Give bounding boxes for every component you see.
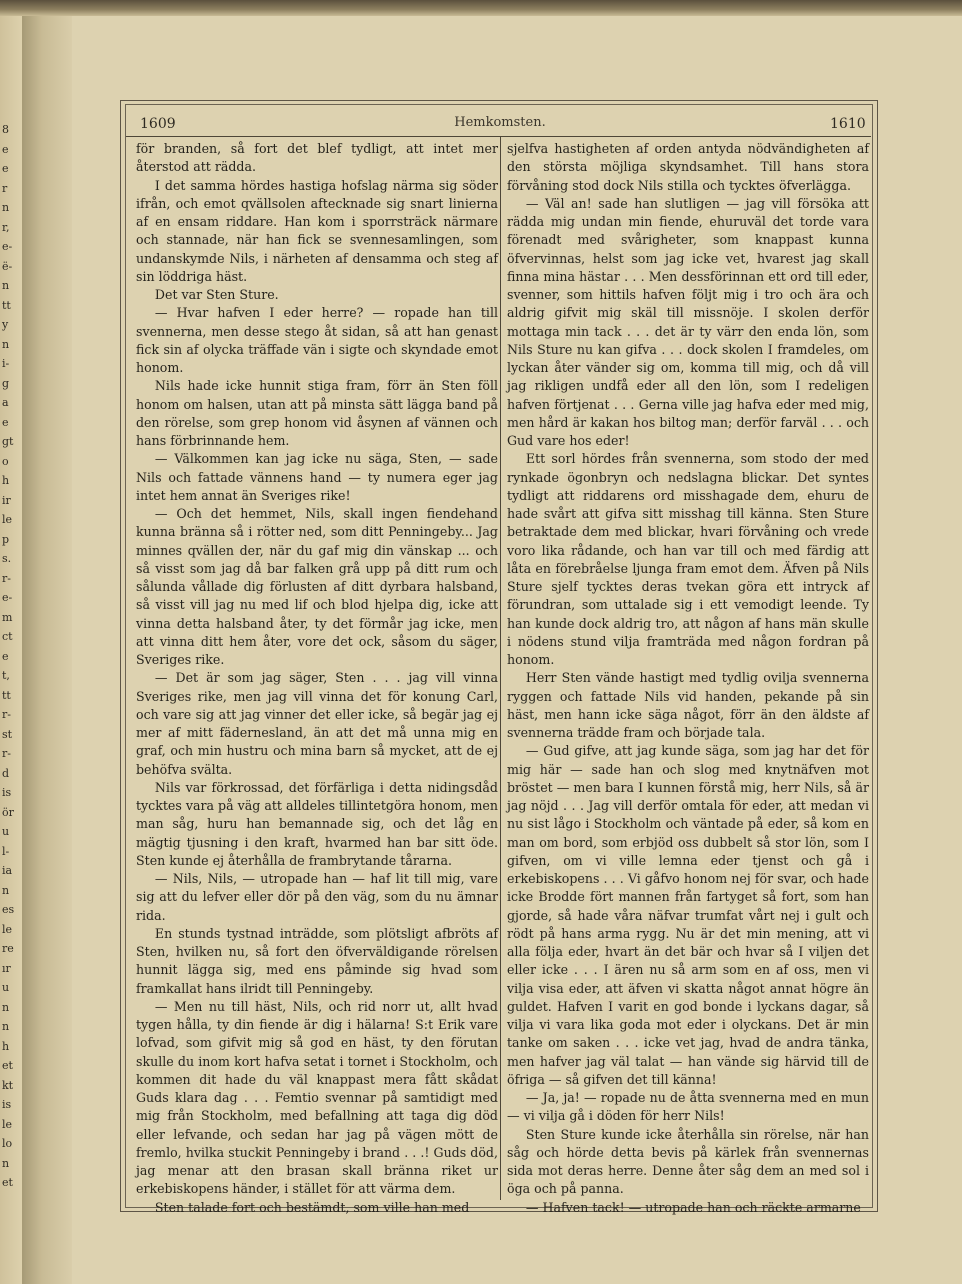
previous-page-fragment: n [2, 279, 10, 292]
previous-page-fragment: s. [2, 552, 12, 565]
previous-page-fragment: n [2, 1020, 10, 1033]
previous-page-fragment: is [2, 1098, 12, 1111]
column-divider [500, 137, 501, 1200]
previous-page-fragment: h [2, 1039, 10, 1053]
previous-page-fragment: ë- [2, 259, 13, 273]
previous-page-fragment: r [2, 181, 8, 195]
previous-page-fragment: gt [2, 435, 14, 448]
paragraph: — Välkommen kan jag icke nu säga, Sten, — sade Nils och fattade vännens hand — ty numera eger jag intet hem annat än Sveriges rike! [136, 451, 498, 503]
right-page-number: 1610 [830, 116, 866, 132]
paragraph: Nils hade icke hunnit stiga fram, förr än Sten föll honom om halsen, utan att på minsta sätt lägga band på den rörelse, som grep honom vid åsynen af vännen och hans förbrinnande hem. [136, 378, 498, 448]
previous-page-fragment: r- [2, 708, 11, 721]
previous-page-fragment: n [2, 883, 10, 897]
previous-page-fragment: lo [2, 1137, 13, 1150]
previous-page-fragment: i- [2, 357, 10, 370]
paragraph: Det var Sten Sture. [154, 287, 279, 302]
previous-page-fragment: et [2, 1176, 13, 1189]
previous-page-fragment: ir [2, 493, 11, 507]
previous-page-fragment: le [2, 1117, 13, 1131]
book-gutter [22, 16, 72, 1284]
previous-page-fragment: ia [2, 864, 13, 877]
paragraph: — Nils, Nils, — utropade han — haf lit till mig, vare sig att du lefver eller dör på den väg, som du nu ämnar rida. [136, 871, 498, 923]
header-rule [126, 136, 871, 137]
previous-page-fragment: tt [2, 298, 11, 312]
previous-page-edge [0, 16, 23, 1284]
running-title: Hemkomsten. [454, 115, 546, 130]
paragraph: — Väl an! sade han slutligen — jag vill försöka att rädda mig undan min fiende, ehuruväl det torde vara förenadt med svårigheter, som knappast kunna öfvervinnas, helst som jag icke vet, hvarest jag skall finna mina hästar . . . Men dessförinnan ett ord till eder, svenner, som hittils hafven följt mig i tro och ära och aldrig gifvit mig skäl till missnöje. I skolen derför mottaga min tack . . . det är ty värr den enda lön, som Nils Sture nu kan gifva . . . dock skolen I framdeles, om lyckan åter vänder sig om, komma till mig, och då vill jag rikligen undfå eder all den lön, som I redeligen hafven förtjenat . . . Gerna ville jag hafva eder med mig, men hård är kakan hos biltog man; derför farväl . . . och Gud vare hos eder! [507, 195, 869, 448]
previous-page-fragment: es [2, 903, 15, 916]
paragraph: — Gud gifve, att jag kunde säga, som jag har det för mig här — sade han och slog med knytnäfven mot bröstet — men bara I kunnen förstå mig, herr Nils, så är jag nöjd . . . Jag vill derför omtala för eder, att medan vi nu sist lågo i Stockholm och väntade på eder, så kom en man om bord, som erbjöd oss dubbelt så stor lön, som I gifven, om vi ville lemna eder tjenst och gå i erkebiskopens . . . Vi gåfvo honom nej för svar, och hade icke Brodde fört mannen från fartyget så fort, som han gjorde, så hade våra näfvar trumfat vårt nej i gult och rödt på hans arma rygg. Nu är det min mening, att vi alla följa eder, hvart än det bär och hvar så I viljen det eller icke . . . I ären nu så arm som en af oss, men vi vilja visa eder, att äfven vi skatta något annat högre än guldet. Hafven I varit en god bonde i lyckans dagar, så vilja vi vara lika goda mot eder i olyckans. Det är min tanke om saken . . . icke vet jag, hvad de andra tänka, men hafver jag väl talat — han vände sig härvid till de öfriga — så gifven det till känna! [507, 743, 869, 1087]
previous-page-fragment: n [2, 1156, 10, 1170]
previous-page-fragment: n [2, 201, 10, 214]
previous-page-fragment: d [2, 766, 10, 780]
previous-page-fragment: tt [2, 688, 11, 702]
previous-page-fragment: r, [2, 220, 10, 234]
right-text-column [507, 140, 869, 1215]
previous-page-fragment: n [2, 337, 10, 351]
previous-page-fragment: u [2, 981, 10, 994]
previous-page-fragment: e [2, 162, 9, 175]
paragraph: — Hafven tack! — utropade han och räckte armarne [525, 1199, 861, 1215]
previous-page-fragment: l- [2, 844, 10, 858]
paragraph: En stunds tystnad inträdde, som plötsligt afbröts af Sten, hvilken nu, så fort den öfverväldigande rörelsen hunnit lägga sig, med ens påminde sig hvad som framkallat hans ilridt till Penningeby. [136, 925, 498, 996]
previous-page-fragment: kt [2, 1078, 14, 1092]
previous-page-fragment: g [2, 376, 10, 390]
previous-page-fragment: r- [2, 571, 11, 585]
book-top-edge [0, 0, 962, 16]
paragraph: Herr Sten vände hastigt med tydlig ovilja svennerna ryggen och fattade Nils vid handen, pekande på sin häst, men hann icke säga något, förr än den äldste af svennerna trädde fram och började tala. [507, 670, 869, 740]
paragraph: Sten Sture kunde icke återhålla sin rörelse, när han såg och hörde detta bevis på kärlek från svennernas sida mot deras herre. Denne åter såg dem an med sol i öga och på panna. [507, 1126, 869, 1197]
previous-page-fragment: y [2, 318, 9, 331]
previous-page-fragment: ır [2, 961, 11, 975]
paragraph: sjelfva hastigheten af orden antyda nödvändigheten af den största möjliga skyndsamhet. Till hans stora förvåning stod dock Nils stilla och tycktes öfverlägga. [507, 141, 869, 193]
paragraph: — Det är som jag säger, Sten . . . jag vill vinna Sveriges rike, men jag vill vinna det för konung Carl, och vare sig att jag vinner det eller icke, så begär jag ej mer af mitt fädernesland, än att det må unna mig en graf, och min hustru och mina barn så mycket, att de ej behöfva svälta. [136, 670, 498, 777]
paragraph: — Men nu till häst, Nils, och rid norr ut, allt hvad tygen hålla, ty din fiende är dig i hälarna! S:t Erik vare lofvad, som gifvit mig så god en häst, ty den förutan skulle du inom kort hafva setat i tornet i Stockholm, och kommen dit hade du väl knappast mera fått skådat Guds klara dag . . . Femtio svennar på samtidigt med mig från Stockholm, med befallning att taga dig död eller lefvande, och sedan har jag på vägen mött de fremlo, hvilka stuckit Penningeby i brand . . .! Guds död, jag menar att den brasan skall bränna riket ur erkebiskopens händer, i stället för att värma dem. [136, 998, 498, 1197]
previous-page-fragment: t, [2, 669, 10, 682]
previous-page-fragment: n [2, 1000, 10, 1014]
paragraph: Nils var förkrossad, det förfärliga i detta nidingsdåd tycktes vara på väg att alldeles tillintetgöra honom, men man såg, huru han bemannade sig, och det låg en mägtig tjusning i den kraft, hvarmed han bar sitt öde. Sten kunde ej återhålla de frambrytande tårarna. [136, 779, 498, 868]
paragraph: — Och det hemmet, Nils, skall ingen fiendehand kunna bränna så i rötter ned, som ditt Penningeby... Jag minnes qvällen der, när du gaf mig din vänskap ... och så visst som jag då bar falken grå upp på ditt rum och sålunda vållade dig förlusten af ditt dyrbara halsband, så visst vill jag nu med lif och blod hjelpa dig, icke att vinna detta halsband åter, ty det förmår jag icke, men att vinna ditt hem åter, vore det ock, såsom du säger, Sveriges rike. [136, 506, 498, 667]
previous-page-fragment: h [2, 474, 10, 487]
left-page-number: 1609 [140, 116, 176, 132]
previous-page-fragment: le [2, 513, 13, 526]
previous-page-fragment: le [2, 922, 13, 936]
previous-page-fragment: e [2, 142, 9, 156]
paragraph: Sten talade fort och bestämdt, som ville han med [154, 1199, 470, 1215]
previous-page-fragment: e [2, 649, 9, 663]
previous-page-fragment: e- [2, 591, 13, 604]
left-text-column [136, 140, 498, 1215]
previous-page-fragment: a [2, 396, 9, 409]
paragraph: för branden, så fort det blef tydligt, att intet mer återstod att rädda. [136, 141, 498, 175]
paragraph: — Ja, ja! — ropade nu de åtta svennerna med en mun — vi vilja gå i döden för herr Nils! [507, 1090, 869, 1124]
previous-page-fragment: et [2, 1059, 13, 1072]
previous-page-fragment: ct [2, 630, 13, 643]
paragraph: — Hvar hafven I eder herre? — ropade han till svennerna, men desse stego åt sidan, så att han genast fick sin af olycka träffade vän i sigte och skyndade emot honom. [136, 305, 498, 375]
paragraph: I det samma hördes hastiga hofslag närma sig söder ifrån, och emot qvällsolen aftecknade sig snart linierna af en ensam riddare. Han kom i sporrsträck närmare och stannade, när han fick se svennesamlingen, som undanskymde Nils, i närheten af densamma och steg af sin löddriga häst. [136, 177, 498, 284]
previous-page-fragment: st [2, 727, 13, 741]
previous-page-fragment: u [2, 825, 10, 838]
previous-page-fragment: m [2, 610, 13, 624]
previous-page-fragment: r- [2, 747, 11, 760]
previous-page-fragment: e- [2, 240, 13, 253]
previous-page-fragment: o [2, 454, 9, 468]
previous-page-fragment: ör [2, 805, 14, 819]
previous-page-fragment: is [2, 786, 12, 799]
paragraph: Ett sorl hördes från svennerna, som stodo der med rynkade ögonbryn och nedslagna blickar. Det syntes tydligt att riddarens ord misshagade dem, ehuru de hade svårt att gifva sitt misshag till känna. Sten Sture betraktade dem med blickar, hvari förvåning och vrede voro lika rådande, och han var till och med färdig att låta en förebråelse ljunga fram emot dem. Äfven på Nils Sture sjelf tycktes deras tvekan göra ett intryck af förundran, som uttalade sig i ett vemodigt leende. Ty han kunde dock aldrig tro, att någon af hans män skulle i nödens stund vilja framträda med någon fordran på honom. [507, 451, 869, 667]
previous-page-fragment: e [2, 415, 9, 429]
previous-page-fragment: 8 [2, 123, 9, 136]
previous-page-fragment: p [2, 532, 10, 546]
previous-page-fragment: re [2, 942, 14, 955]
